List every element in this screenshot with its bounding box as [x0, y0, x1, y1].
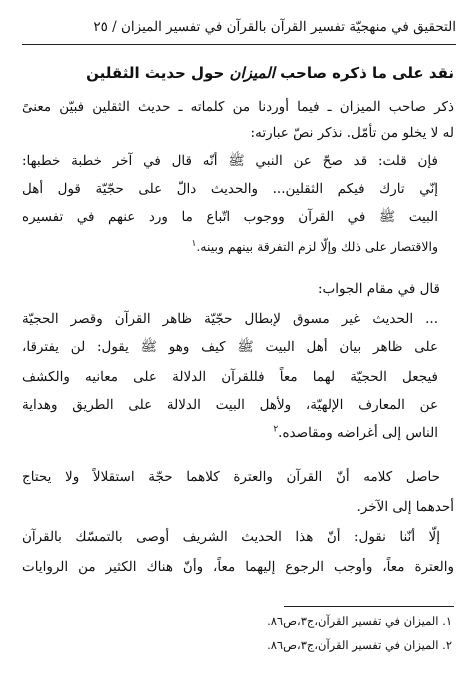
- footnote-mark: ١: [191, 238, 197, 249]
- quote-line: البيت ﷺ في القرآن ووجوب اتّباع ما ورد عنهم في تفسيره: [22, 209, 438, 225]
- quote-line: إنّي تارك فيكم الثقلين... والحديث دالّ على حجّيّة قول أهل: [22, 181, 438, 197]
- quote-line: فيجعل الحجيّة لهما معاً فللقرآن الدلالة على معانيه والكشف: [22, 369, 438, 385]
- body-line: والعترة معاً، وأوجب الرجوع إليهما معاً، وأنّ هناك الكثير من الروايات: [22, 559, 454, 575]
- heading-text-start: نقد على ما ذكره صاحب: [274, 64, 454, 82]
- quote-line: عن المعارف الإلهيّة، ولأهل البيت الدلالة على الطريق وهداية: [22, 397, 438, 413]
- footnote-mark: ٢: [273, 424, 279, 435]
- quote-line-text: والاقتصار على ذلك وإلّا لزم التفرقة بينهم وبينه.: [196, 239, 438, 254]
- body-line: أحدهما إلى الآخر.: [356, 499, 454, 515]
- body-line: له لا يخلو من تأمّل. نذكر نصّ عبارته:: [250, 125, 454, 141]
- body-line: ذكر صاحب الميزان ـ فيما أوردنا من كلماته ـ حديث الثقلين فبيّن معنىً: [22, 99, 454, 115]
- header-divider: [22, 44, 456, 45]
- footnote-divider: [284, 606, 454, 607]
- quote-line: [273, 422, 438, 444]
- running-header: التحقيق في منهجيّة تفسير القرآن بالقرآن في تفسير الميزان / ٢٥: [93, 19, 456, 35]
- body-line: قال في مقام الجواب:: [317, 281, 440, 297]
- section-heading: [22, 62, 454, 84]
- quote-line: ... الحديث غير مسوق لإبطال حجّيّة ظاهر القرآن وقصر الحجيّة: [22, 311, 438, 327]
- quote-line: [191, 236, 438, 258]
- footnote: ٢. الميزان في تفسير القرآن،ج٣،ص٨٦.: [267, 638, 452, 652]
- quote-line: على ظاهر بيان أهل البيت ﷺ كيف وهو ﷺ يقول: لن يفترقا،: [22, 339, 438, 355]
- quote-line-text: الناس إلى أغراضه ومقاصده.: [278, 425, 438, 441]
- footnote: ١. الميزان في تفسير القرآن،ج٣،ص٨٦.: [267, 614, 452, 628]
- body-line: حاصل كلامه أنّ القرآن والعترة كلاهما حجّة استقلالاً ولا يحتاج: [22, 469, 440, 485]
- body-line: إلّا أنّنا نقول: أنّ هذا الحديث الشريف أوصى بالتمسّك بالقرآن: [22, 529, 440, 545]
- heading-emphasis: الميزان: [229, 64, 275, 82]
- quote-line: فإن قلت: قد صحّ عن النبي ﷺ أنّه قال في آخر خطبة خطبها:: [22, 153, 438, 169]
- heading-text-end: حول حديث الثقلين: [86, 64, 230, 82]
